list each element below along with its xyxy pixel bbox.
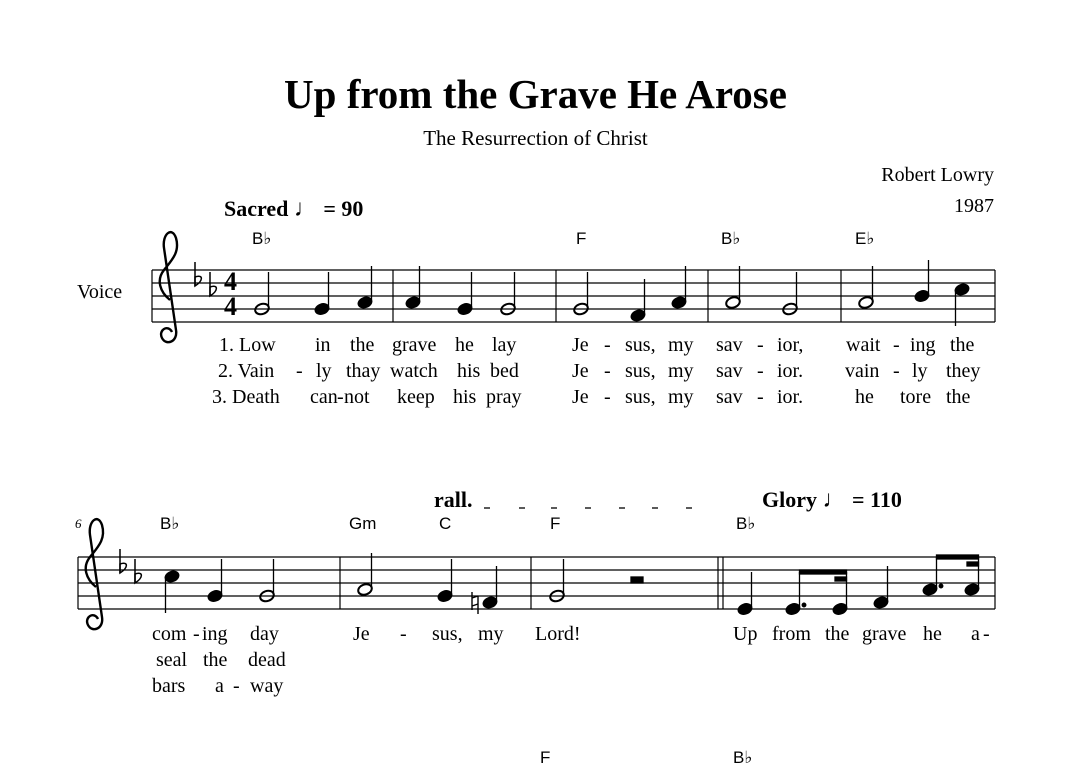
lyric-hyphen: -	[893, 360, 900, 382]
lyric-syllable: tore	[900, 386, 932, 408]
lyric-syllable: his	[457, 360, 481, 382]
half-rest-icon	[631, 577, 643, 583]
lyric-syllable: ing	[202, 623, 228, 645]
chord-symbol: Gm	[349, 514, 377, 533]
chord-symbol: B♭	[160, 514, 180, 533]
treble-clef-icon	[86, 519, 103, 629]
tempo-bpm: = 90	[323, 196, 364, 221]
lyric-syllable: they	[946, 360, 981, 382]
notes-system-2	[164, 553, 981, 616]
lyric-syllable: Je	[572, 360, 589, 382]
lyric-syllable: vain	[845, 360, 880, 382]
lyric-syllable: seal	[156, 649, 188, 671]
lyric-syllable: ior.	[777, 360, 804, 382]
lyric-hyphen: -	[193, 623, 200, 645]
tempo-label: Sacred	[224, 196, 289, 221]
chord-symbol: B♭	[252, 229, 272, 248]
lyric-syllable: sus,	[625, 386, 656, 408]
chord-symbol: B♭	[733, 748, 753, 767]
natural-sign-icon	[472, 592, 478, 614]
staff-system-1	[152, 270, 995, 322]
lyric-syllable: my	[668, 360, 694, 382]
lyric-syllable: not	[344, 386, 370, 408]
lyric-syllable: a	[215, 675, 224, 697]
lyric-syllable: he	[923, 623, 942, 645]
lyric-hyphen: -	[337, 386, 344, 408]
lyric-hyphen: -	[757, 386, 764, 408]
chord-symbol: F	[550, 514, 561, 533]
lyric-hyphen: -	[757, 360, 764, 382]
lyric-syllable: bed	[490, 360, 519, 382]
lyric-syllable: Je	[572, 386, 589, 408]
lyric-syllable: ing	[910, 334, 936, 356]
lyric-syllable: 2. Vain	[218, 360, 275, 382]
chord-symbol: C	[439, 514, 452, 533]
lyric-syllable: 1. Low	[219, 334, 276, 356]
lyric-syllable: from	[772, 623, 811, 645]
lyric-syllable: he	[455, 334, 474, 356]
key-signature-flats	[195, 262, 216, 296]
lyric-syllable: grave	[862, 623, 907, 645]
key-signature-flats	[120, 549, 141, 583]
lyric-syllable: Je	[572, 334, 589, 356]
lyric-syllable: sav	[716, 334, 743, 356]
quarter-note-icon: ♩	[822, 487, 847, 513]
lyric-hyphen: -	[893, 334, 900, 356]
lyric-syllable: the	[350, 334, 375, 356]
lyric-hyphen: -	[757, 334, 764, 356]
lyric-hyphen: -	[604, 334, 611, 356]
lyric-syllable: wait	[846, 334, 881, 356]
lyric-syllable: day	[250, 623, 279, 645]
composition-year: 1987	[954, 195, 994, 217]
lyric-syllable: ly	[912, 360, 928, 382]
lyric-syllable: his	[453, 386, 477, 408]
lyric-syllable: thay	[346, 360, 381, 382]
lyric-hyphen: -	[233, 675, 240, 697]
chord-symbol: F	[540, 748, 551, 767]
lyric-syllable: the	[950, 334, 975, 356]
lyric-syllable: my	[668, 386, 694, 408]
lyric-hyphen: -	[983, 623, 990, 645]
lyric-syllable: dead	[248, 649, 286, 671]
lyric-syllable: pray	[486, 386, 522, 408]
lyric-syllable: the	[203, 649, 228, 671]
lyric-syllable: bars	[152, 675, 186, 697]
lyric-syllable: watch	[390, 360, 438, 382]
instrument-name: Voice	[77, 281, 123, 303]
lyric-hyphen: -	[604, 386, 611, 408]
measure-number: 6	[75, 516, 82, 531]
tempo-label: Glory	[762, 487, 817, 512]
song-subtitle: The Resurrection of Christ	[423, 126, 648, 150]
lyric-syllable: Je	[353, 623, 370, 645]
time-signature-bottom: 4	[224, 292, 237, 321]
lyric-hyphen: -	[296, 360, 303, 382]
rall-marking: rall.	[434, 487, 473, 512]
lyric-syllable: can	[310, 386, 338, 408]
lyric-syllable: lay	[492, 334, 517, 356]
lyric-syllable: ior.	[777, 386, 804, 408]
lyric-syllable: way	[250, 675, 284, 697]
quarter-note-icon: ♩	[293, 196, 318, 222]
chord-symbol: E♭	[855, 229, 875, 248]
lyric-syllable: a	[971, 623, 980, 645]
chord-symbol: F	[576, 229, 587, 248]
lyric-syllable: my	[668, 334, 694, 356]
lyric-syllable: grave	[392, 334, 437, 356]
lyric-syllable: sus,	[625, 360, 656, 382]
chord-symbol: B♭	[721, 229, 741, 248]
treble-clef-icon	[160, 232, 177, 342]
chord-symbol: B♭	[736, 514, 756, 533]
time-signature-top: 4	[224, 267, 237, 296]
lyric-syllable: sus,	[625, 334, 656, 356]
lyric-syllable: ior,	[777, 334, 804, 356]
lyric-syllable: sav	[716, 386, 743, 408]
lyric-syllable: my	[478, 623, 504, 645]
lyric-syllable: sus,	[432, 623, 463, 645]
lyric-syllable: the	[825, 623, 850, 645]
lyric-syllable: he	[855, 386, 874, 408]
lyric-syllable: Up	[733, 623, 758, 645]
lyric-syllable: keep	[397, 386, 435, 408]
lyric-syllable: the	[946, 386, 971, 408]
lyric-hyphen: -	[400, 623, 407, 645]
lyric-syllable: com	[152, 623, 187, 645]
lyric-hyphen: -	[604, 360, 611, 382]
lyric-syllable: ly	[316, 360, 332, 382]
lyric-syllable: Lord!	[535, 623, 581, 645]
composer-name: Robert Lowry	[881, 164, 994, 186]
song-title: Up from the Grave He Arose	[284, 71, 787, 117]
tempo-bpm: = 110	[852, 487, 902, 512]
lyric-syllable: 3. Death	[212, 386, 280, 408]
lyric-syllable: in	[315, 334, 331, 356]
lyric-syllable: sav	[716, 360, 743, 382]
